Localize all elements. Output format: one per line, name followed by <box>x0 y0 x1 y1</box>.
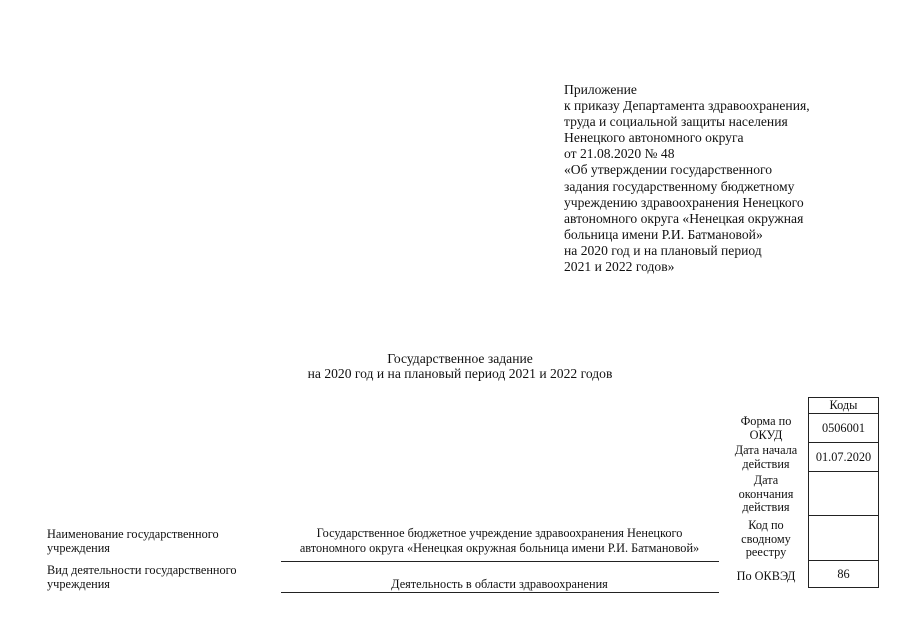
codes-header: Коды <box>809 398 879 414</box>
codes-label-line: сводному <box>741 531 791 546</box>
codes-value-end-date <box>809 472 879 516</box>
activity-label-line2: учреждения <box>47 577 110 591</box>
codes-row <box>809 516 879 561</box>
appendix-line: «Об утверждении государственного <box>564 162 773 178</box>
codes-label-line: окончания <box>738 486 794 501</box>
codes-label-okved <box>726 570 806 584</box>
document-title <box>250 351 670 381</box>
appendix-line: автономного округа «Ненецкая окружная <box>564 210 804 226</box>
codes-row <box>809 443 879 472</box>
institution-name-underline <box>281 561 719 562</box>
institution-name-value <box>281 526 718 556</box>
appendix-line: от 21.08.2020 № 48 <box>564 146 675 162</box>
codes-row <box>809 472 879 516</box>
codes-value-okved: 86 <box>809 561 879 588</box>
appendix-line: больница имени Р.И. Батмановой» <box>564 226 763 242</box>
codes-label-start-date <box>726 444 806 471</box>
appendix-line: труда и социальной защиты населения <box>564 114 788 130</box>
institution-name-label-line2: учреждения <box>47 541 110 555</box>
appendix-line: на 2020 год и на плановый период <box>564 242 762 258</box>
activity-label-line1: Вид деятельности государственного <box>47 563 237 577</box>
appendix-header <box>564 82 864 275</box>
appendix-line: 2021 и 2022 годов» <box>564 259 675 275</box>
appendix-line: Ненецкого автономного округа <box>564 130 744 146</box>
codes-table <box>808 397 879 588</box>
appendix-line: задания государственному бюджетному <box>564 178 795 194</box>
institution-name-value-line1: Государственное бюджетное учреждение здравоохранения Ненецкого <box>316 526 683 540</box>
codes-header-row <box>809 398 879 414</box>
codes-label-line: По ОКВЭД <box>736 569 796 583</box>
codes-label-line: Код по <box>748 518 784 532</box>
codes-label-line: действия <box>742 500 790 514</box>
appendix-line: Приложение <box>564 82 637 97</box>
codes-row <box>809 561 879 588</box>
codes-label-end-date <box>726 474 806 515</box>
codes-label-line: реестру <box>745 545 787 559</box>
document-title-line2: на 2020 год и на плановый период 2021 и 2022 годов <box>307 366 613 381</box>
codes-label-line: действия <box>742 456 790 471</box>
codes-label-line: ОКУД <box>749 427 783 442</box>
codes-label-line: Дата <box>753 473 779 487</box>
document-title-line1: Государственное задание <box>387 351 533 366</box>
activity-value: Деятельность в области здравоохранения <box>391 577 608 591</box>
codes-row <box>809 414 879 443</box>
codes-value-registry <box>809 516 879 561</box>
codes-value-okud: 0506001 <box>809 414 879 443</box>
codes-label-okud <box>726 415 806 442</box>
institution-name-value-line2: автономного округа «Ненецкая окружная больница имени Р.И. Батмановой» <box>299 541 700 555</box>
codes-label-registry <box>726 519 806 560</box>
activity-label <box>47 563 237 591</box>
appendix-line: к приказу Департамента здравоохранения, <box>564 98 810 114</box>
institution-name-label <box>47 527 219 555</box>
codes-label-line: Форма по <box>740 414 792 428</box>
institution-name-label-line1: Наименование государственного <box>47 527 219 541</box>
codes-value-start-date: 01.07.2020 <box>809 443 879 472</box>
codes-label-line: Дата начала <box>734 443 798 457</box>
appendix-line: учреждению здравоохранения Ненецкого <box>564 194 804 210</box>
activity-underline <box>281 592 719 593</box>
